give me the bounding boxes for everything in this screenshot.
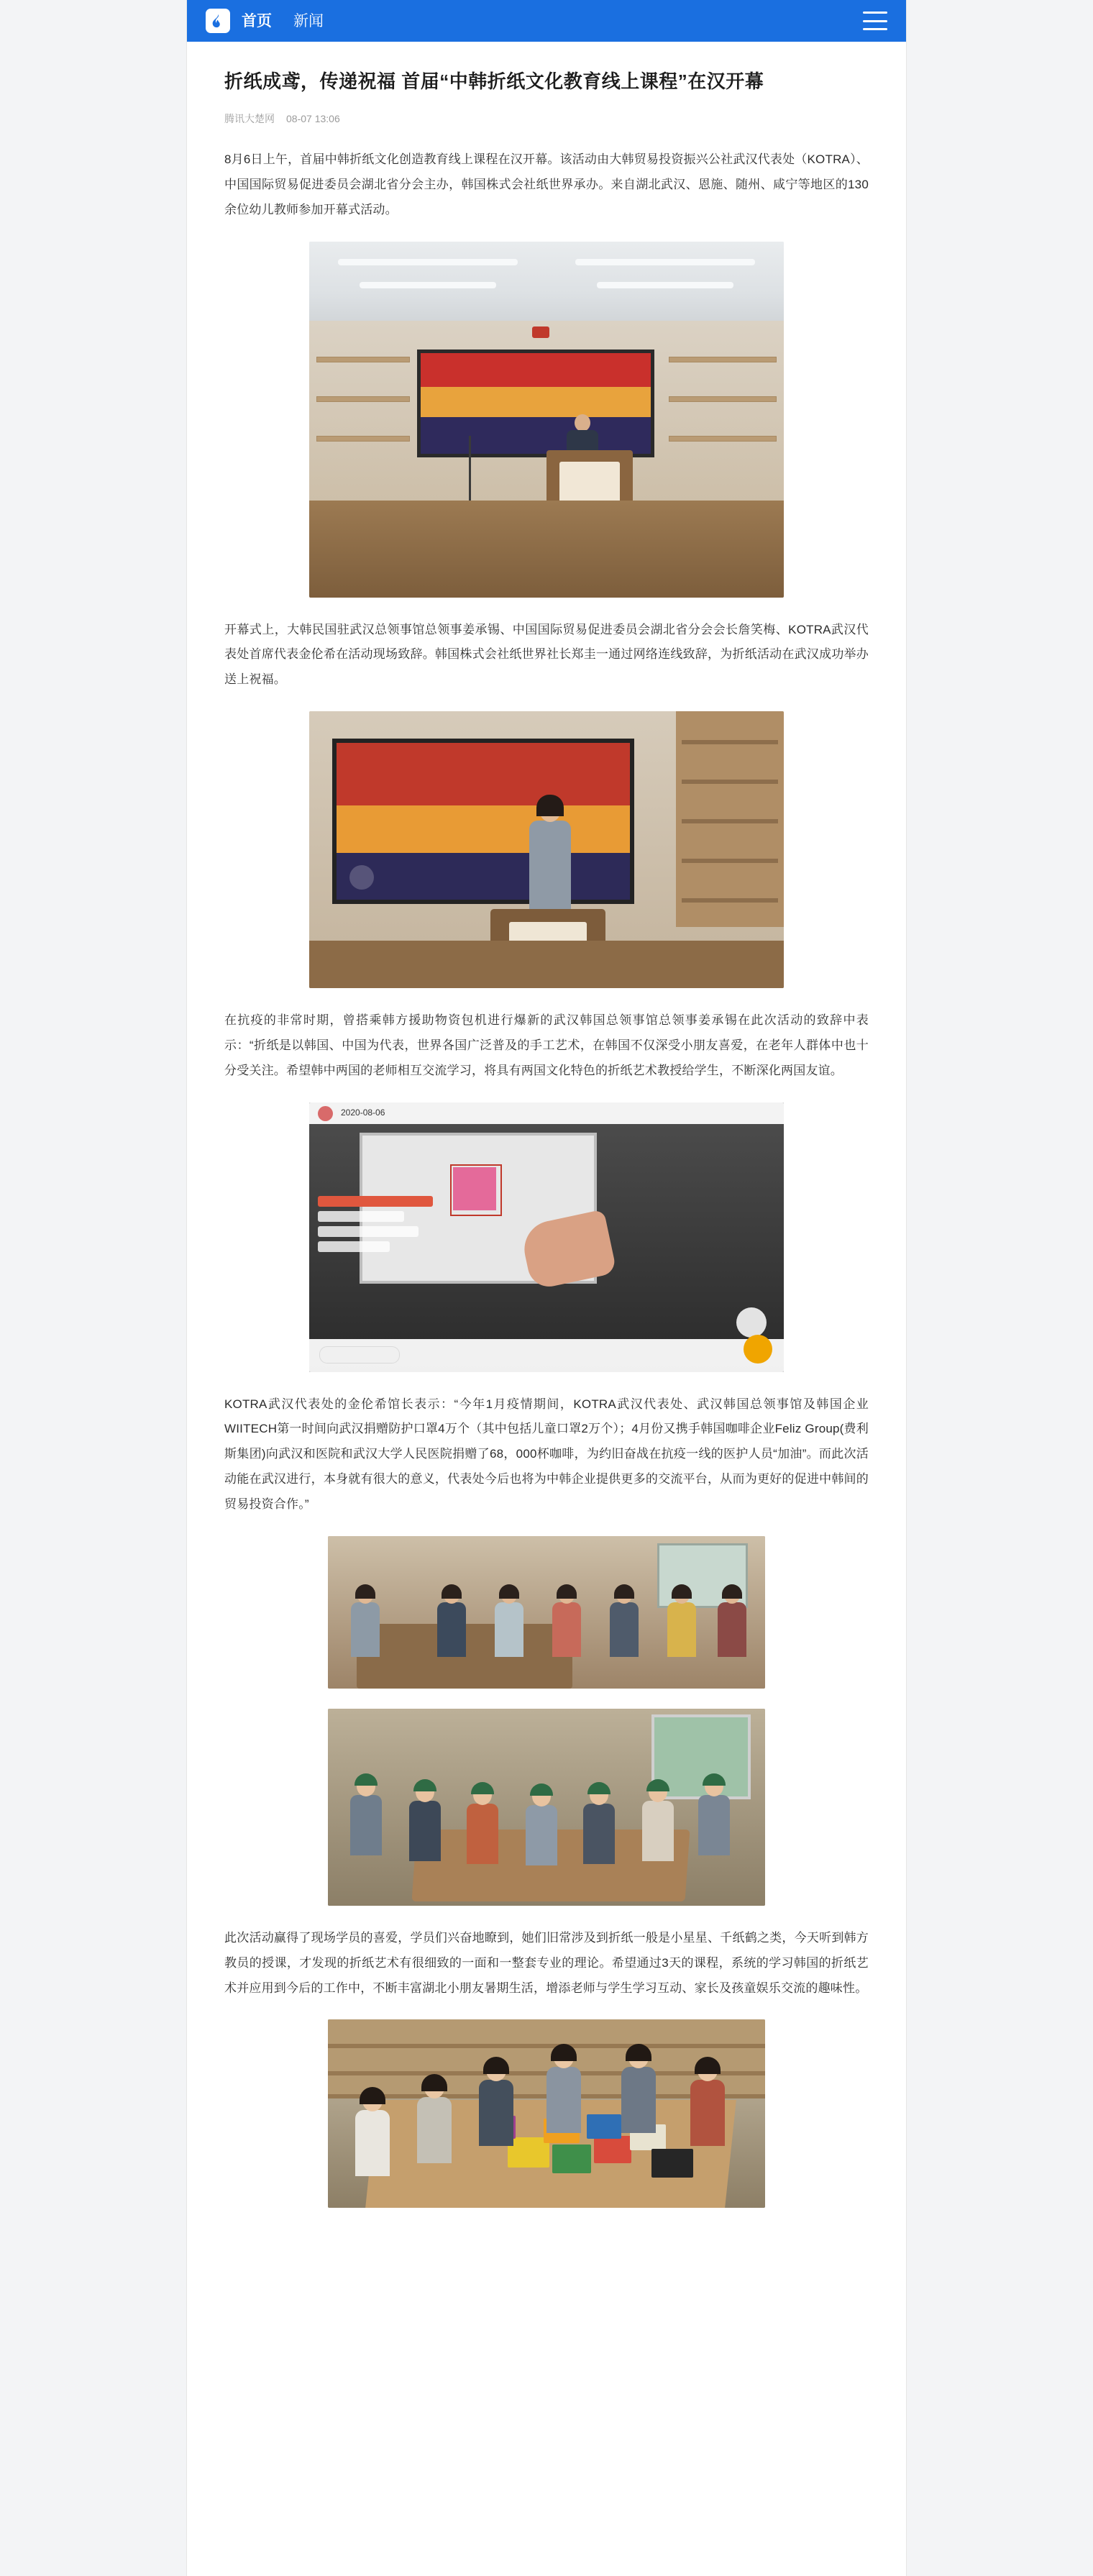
photo-banner-speaker	[309, 711, 784, 988]
nav-links	[242, 14, 324, 29]
figure-workshop-tables	[224, 1709, 869, 1906]
figure-online-live-stream	[224, 1102, 869, 1372]
photo-opening-ceremony-hall	[309, 242, 784, 598]
photo-kids-origami	[328, 2019, 765, 2208]
article-body	[187, 42, 906, 2271]
paragraph-4: KOTRA武汉代表处的金伦希馆长表示：“今年1月疫情期间，KOTRA武汉代表处、武汉韩国总领事馆及韩国企业WIITECH第一时间向武汉捐赠防护口罩4万个（其中包括儿童口罩2万个）；4月份又携手韩国咖啡企业Feliz Group(费利斯集团)向武汉和医院和武汉大学人民医院捐赠了68，000杯咖啡，为约旧奋战在抗疫一线的医护人员“加油”。而此次活动能在武汉进行，本身就有很大的意义，代表处今后也将为中韩企业提供更多的交流平台，从而为更好的促进中韩间的贸易投资合作。”	[224, 1397, 869, 1511]
page-title: 折纸成鸢，传递祝福 首届“中韩折纸文化教育线上课程”在汉开幕	[224, 70, 764, 92]
nav-item-news[interactable]: 新闻	[293, 12, 324, 29]
figure-opening-ceremony-hall	[224, 242, 869, 598]
figure-banner-speaker	[224, 711, 869, 988]
article-source: 腾讯大楚网	[224, 113, 275, 124]
photo-online-live-stream: 2020-08-06	[309, 1102, 784, 1372]
paragraph-2: 开幕式上，大韩民国驻武汉总领事馆总领事姜承锡、中国国际贸易促进委员会湖北省分会会长詹笑梅、KOTRA武汉代表处首席代表金伦希在活动现场致辞。韩国株式会社纸世界社长郑圭一通过网络连线致辞，为折纸活动在武汉成功举办送上祝福。	[224, 622, 869, 687]
article-timestamp: 08-07 13:06	[286, 113, 340, 124]
figure-kids-origami	[224, 2019, 869, 2208]
hamburger-menu-icon[interactable]	[863, 12, 887, 30]
article-container	[187, 0, 906, 2576]
figure-teachers-classroom	[224, 1536, 869, 1689]
paragraph-5: 此次活动赢得了现场学员的喜爱，学员们兴奋地瞭到，她们旧常涉及到折纸一般是小星星、千纸鹤之类，今天听到韩方教员的授课，才发现的折纸艺术有很细致的一面和一整套专业的理论。希望通过3天的课程，系统的学习韩国的折纸艺术并应用到今后的工作中，不断丰富湖北小朋友暑期生活，增添老师与学生学习互动、家长及孩童娱乐交流的趣味性。	[224, 1930, 869, 1995]
top-navigation-bar	[187, 0, 906, 42]
nav-item-home[interactable]: 首页	[242, 12, 272, 29]
paragraph-1: 8月6日上午，首届中韩折纸文化创造教育线上课程在汉开幕。该活动由大韩贸易投资振兴公社武汉代表处（KOTRA）、中国国际贸易促进委员会湖北省分会主办，韩国株式会社纸世界承办。来自湖北武汉、恩施、随州、咸宁等地区的130余位幼儿教师参加开幕式活动。	[224, 152, 869, 216]
photo-workshop-tables	[328, 1709, 765, 1906]
brand-logo-icon[interactable]	[206, 9, 230, 33]
photo-teachers-classroom	[328, 1536, 765, 1689]
paragraph-3: 在抗疫的非常时期，曾搭乘韩方援助物资包机进行爆新的武汉韩国总领事馆总领事姜承锡在此次活动的致辞中表示：“折纸是以韩国、中国为代表，世界各国广泛普及的手工艺术，在韩国不仅深受小朋友喜爱，在老年人群体中也十分受关注。希望韩中两国的老师相互交流学习，将具有两国文化特色的折纸艺术教授给学生，不断深化两国友谊。	[224, 1013, 869, 1077]
article-meta	[224, 111, 869, 126]
